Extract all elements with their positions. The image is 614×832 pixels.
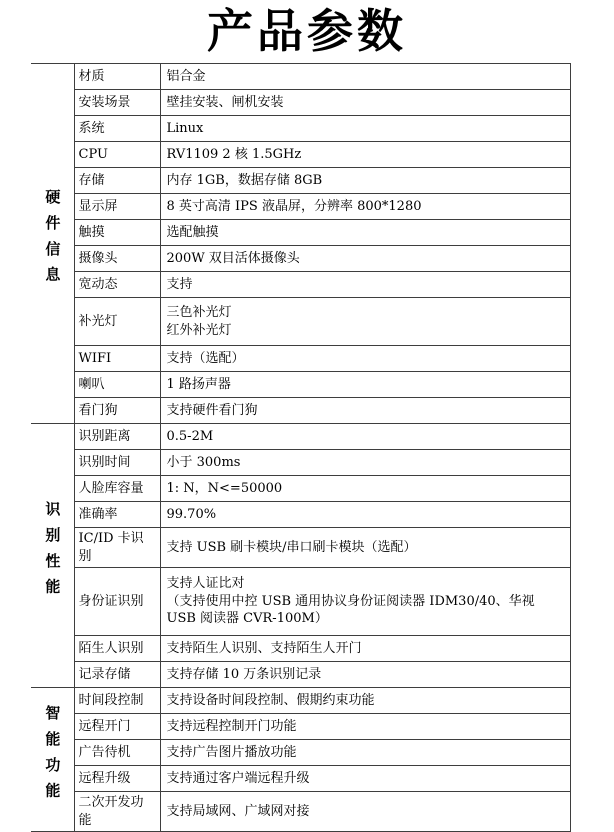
section-label-hardware-info (31, 64, 74, 424)
spec-value: 内存 1GB，数据存储 8GB (160, 168, 570, 194)
spec-value: Linux (160, 116, 570, 142)
spec-key: 存储 (74, 168, 160, 194)
section-label-recognition-performance (31, 424, 74, 688)
table-row (31, 90, 570, 116)
section-label-smart-functions (31, 688, 74, 832)
spec-value: 小于 300ms (160, 450, 570, 476)
spec-key: 识别距离 (74, 424, 160, 450)
spec-value (160, 568, 570, 636)
spec-value: 支持 (160, 272, 570, 298)
table-row (31, 246, 570, 272)
table-row (31, 424, 570, 450)
page-title: 产品参数 (207, 4, 407, 58)
table-row (31, 528, 570, 568)
table-row (31, 272, 570, 298)
spec-key: 看门狗 (74, 398, 160, 424)
spec-key: 补光灯 (74, 298, 160, 346)
spec-key: 材质 (74, 64, 160, 90)
table-row (31, 372, 570, 398)
spec-value: 支持局域网、广域网对接 (160, 792, 570, 832)
table-row (31, 298, 570, 346)
table-row (31, 142, 570, 168)
spec-key: WIFI (74, 346, 160, 372)
spec-key: 宽动态 (74, 272, 160, 298)
spec-value: 支持广告图片播放功能 (160, 740, 570, 766)
spec-value: 支持陌生人识别、支持陌生人开门 (160, 636, 570, 662)
spec-key: 远程开门 (74, 714, 160, 740)
spec-value-line: 三色补光灯 (166, 304, 232, 320)
spec-key: 显示屏 (74, 194, 160, 220)
table-row (31, 714, 570, 740)
spec-value: 1: N，N<=50000 (160, 476, 570, 502)
table-row (31, 346, 570, 372)
table-row (31, 636, 570, 662)
spec-value: 0.5-2M (160, 424, 570, 450)
spec-value: 1 路扬声器 (160, 372, 570, 398)
table-row (31, 194, 570, 220)
section-label-text: 硬件信息 (43, 189, 62, 293)
spec-key: CPU (74, 142, 160, 168)
spec-key: 摄像头 (74, 246, 160, 272)
table-row (31, 792, 570, 832)
section-label-text: 识别性能 (43, 501, 62, 605)
spec-value: 支持 USB 刷卡模块/串口刷卡模块（选配） (160, 528, 570, 568)
table-row (31, 398, 570, 424)
table-row (31, 450, 570, 476)
spec-value: 支持设备时间段控制、假期约束功能 (160, 688, 570, 714)
spec-table (31, 63, 571, 832)
spec-value: 支持（选配） (160, 346, 570, 372)
section-label-text: 智能功能 (43, 705, 62, 809)
spec-key: 陌生人识别 (74, 636, 160, 662)
spec-value: 壁挂安装、闸机安装 (160, 90, 570, 116)
spec-key: 系统 (74, 116, 160, 142)
table-row (31, 64, 570, 90)
spec-value: 200W 双目活体摄像头 (160, 246, 570, 272)
spec-value: 支持远程控制开门功能 (160, 714, 570, 740)
spec-value: 支持通过客户端远程升级 (160, 766, 570, 792)
spec-value-line: 支持人证比对 (166, 576, 245, 592)
spec-value: RV1109 2 核 1.5GHz (160, 142, 570, 168)
spec-key: 二次开发功能 (74, 792, 160, 832)
spec-value: 铝合金 (160, 64, 570, 90)
spec-value: 选配触摸 (160, 220, 570, 246)
spec-value-line: （支持使用中控 USB 通用协议身份证阅读器 IDM30/40、华视 USB 阅读器 CVR-100M） (166, 593, 535, 627)
spec-value: 8 英寸高清 IPS 液晶屏，分辨率 800*1280 (160, 194, 570, 220)
spec-value (160, 298, 570, 346)
table-row (31, 740, 570, 766)
spec-key: 身份证识别 (74, 568, 160, 636)
table-row (31, 662, 570, 688)
spec-key: 识别时间 (74, 450, 160, 476)
spec-key: 安装场景 (74, 90, 160, 116)
spec-key: 准确率 (74, 502, 160, 528)
spec-key: 记录存储 (74, 662, 160, 688)
spec-value: 99.70% (160, 502, 570, 528)
table-row (31, 168, 570, 194)
table-row (31, 476, 570, 502)
spec-key: 喇叭 (74, 372, 160, 398)
spec-value: 支持硬件看门狗 (160, 398, 570, 424)
spec-value: 支持存储 10 万条识别记录 (160, 662, 570, 688)
spec-key: 远程升级 (74, 766, 160, 792)
table-row (31, 568, 570, 636)
table-row (31, 220, 570, 246)
table-row (31, 688, 570, 714)
table-row (31, 116, 570, 142)
spec-value-line: 红外补光灯 (166, 322, 232, 338)
table-row (31, 766, 570, 792)
spec-key: 触摸 (74, 220, 160, 246)
spec-key: 广告待机 (74, 740, 160, 766)
table-row (31, 502, 570, 528)
spec-key: IC/ID 卡识别 (74, 528, 160, 568)
spec-key: 人脸库容量 (74, 476, 160, 502)
spec-key: 时间段控制 (74, 688, 160, 714)
